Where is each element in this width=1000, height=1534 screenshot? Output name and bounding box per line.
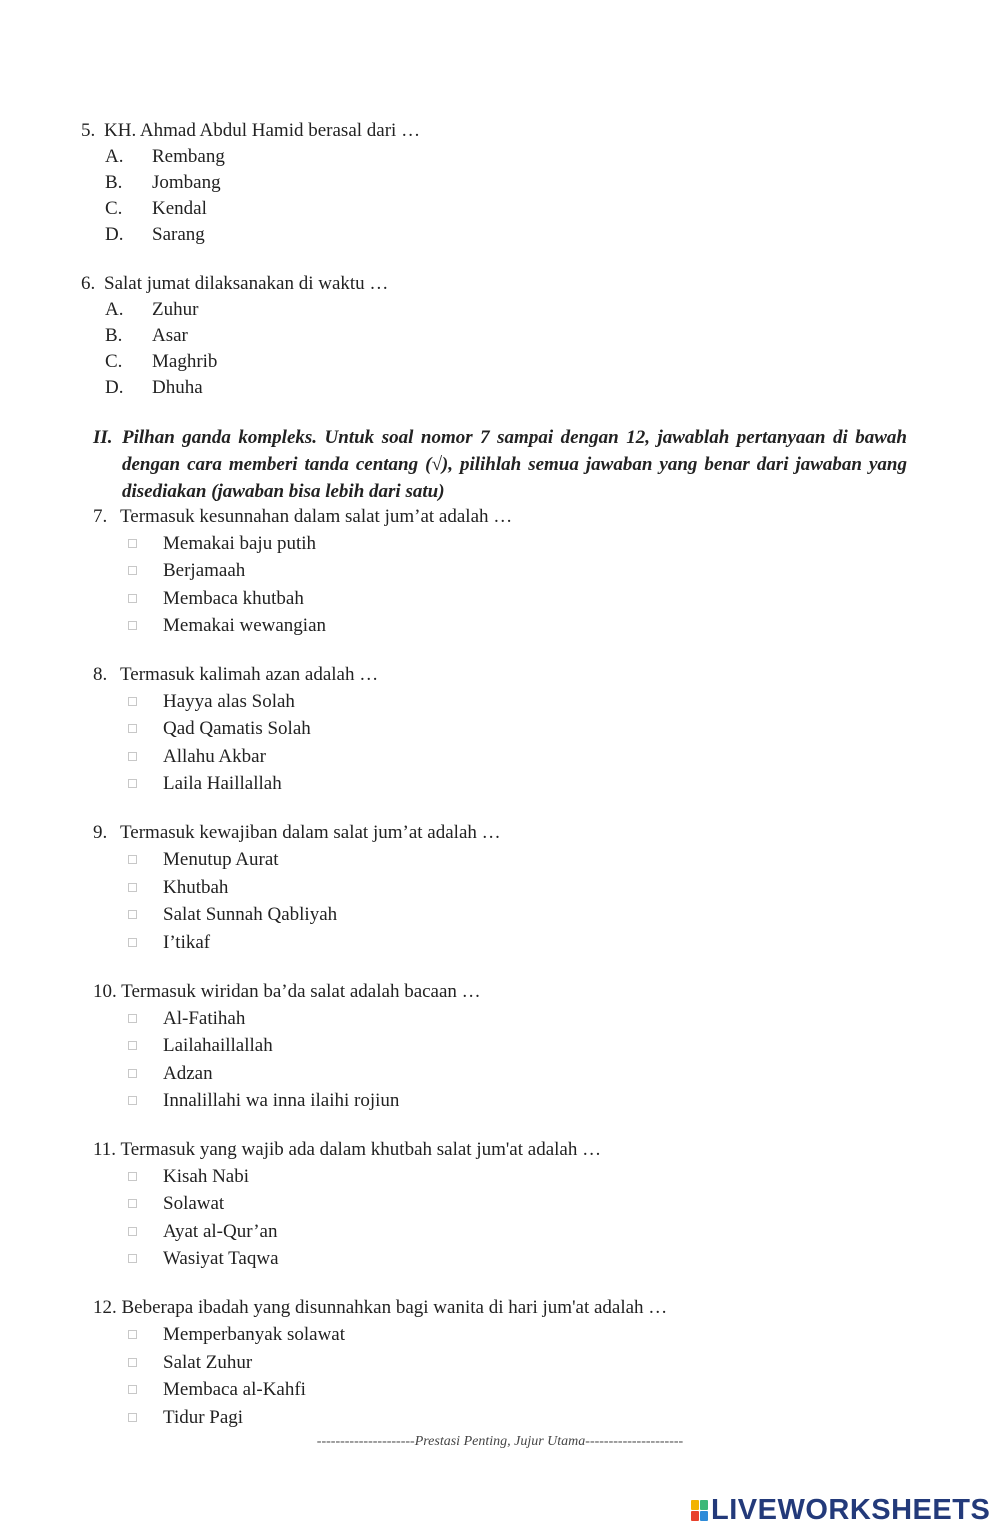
checkbox[interactable] [128,1330,137,1339]
question-number: 8. [93,664,108,685]
option-text: Sarang [152,224,205,245]
question-number: 6. [81,273,96,294]
checkbox[interactable] [128,1199,137,1208]
question-number: 5. [81,120,96,141]
section-number: II. [93,427,113,448]
question-text: Beberapa ibadah yang disunnahkan bagi wanita di hari jum'at adalah … [121,1297,668,1318]
logo-block [700,1511,708,1521]
checkbox[interactable] [128,1358,137,1367]
question-text: Salat jumat dilaksanakan di waktu … [104,273,389,294]
checkbox[interactable] [128,1041,137,1050]
question-number: 9. [93,822,108,843]
option-text: Lailahaillallah [163,1035,273,1056]
option-letter: C. [105,198,123,219]
checkbox[interactable] [128,1069,137,1078]
checkbox[interactable] [128,1227,137,1236]
question-number: 11. [93,1139,117,1160]
option-text: Memakai baju putih [163,533,317,554]
checkbox[interactable] [128,779,137,788]
option-text: Salat Zuhur [163,1352,253,1373]
question-6 [81,273,388,295]
logo-block [691,1500,699,1510]
option-letter: A. [105,146,124,167]
checkbox[interactable] [128,752,137,761]
question-number: 12. [93,1297,117,1318]
section-2-instruction [93,424,907,505]
option-text: Maghrib [152,351,218,372]
question-text: KH. Ahmad Abdul Hamid berasal dari … [104,120,421,141]
option-letter: D. [105,224,124,245]
option-text: Rembang [152,146,225,167]
checkbox[interactable] [128,910,137,919]
option-text: Adzan [163,1063,213,1084]
option-text: Tidur Pagi [163,1407,244,1428]
option-text: Hayya alas Solah [163,691,295,712]
option-text: I’tikaf [163,932,211,953]
option-text: Menutup Aurat [163,849,279,870]
question-number: 7. [93,506,108,527]
option-text: Memakai wewangian [163,615,327,636]
question-9 [93,822,501,844]
checkbox[interactable] [128,697,137,706]
question-7 [93,506,512,528]
option-letter: B. [105,172,123,193]
question-text: Termasuk wiridan ba’da salat adalah bacaan … [121,981,481,1002]
question-12 [93,1297,667,1319]
option-letter: B. [105,325,123,346]
question-text: Termasuk kalimah azan adalah … [120,664,379,685]
option-text: Dhuha [152,377,203,398]
option-text: Jombang [152,172,221,193]
option-text: Kendal [152,198,207,219]
option-text: Ayat al-Qur’an [163,1221,278,1242]
option-text: Al-Fatihah [163,1008,246,1029]
option-letter: A. [105,299,124,320]
option-text: Memperbanyak solawat [163,1324,346,1345]
option-text: Membaca al-Kahfi [163,1379,306,1400]
checkbox[interactable] [128,1172,137,1181]
question-8 [93,664,378,686]
option-text: Asar [152,325,188,346]
question-text: Termasuk kesunnahan dalam salat jum’at adalah … [120,506,513,527]
question-number: 10. [93,981,117,1002]
checkbox[interactable] [128,539,137,548]
checkbox[interactable] [128,724,137,733]
checkbox[interactable] [128,566,137,575]
checkbox[interactable] [128,1014,137,1023]
question-11 [93,1139,601,1161]
checkbox[interactable] [128,938,137,947]
option-text: Berjamaah [163,560,246,581]
option-text: Wasiyat Taqwa [163,1248,279,1269]
option-text: Laila Haillallah [163,773,282,794]
checkbox[interactable] [128,1413,137,1422]
option-text: Allahu Akbar [163,746,266,767]
checkbox[interactable] [128,1096,137,1105]
option-letter: C. [105,351,123,372]
option-text: Khutbah [163,877,229,898]
logo-block [700,1500,708,1510]
option-text: Solawat [163,1193,225,1214]
checkbox[interactable] [128,621,137,630]
logo-block [691,1511,699,1521]
question-text: Termasuk yang wajib ada dalam khutbah salat jum'at adalah … [120,1139,602,1160]
liveworksheets-logo [691,1494,990,1526]
logo-icon [691,1500,708,1521]
instruction-text: Pilhan ganda kompleks. Untuk soal nomor 7 sampai dengan 12, jawablah pertanyaan di bawah dengan cara memberi tanda centang (√), pilihlah semua jawaban yang benar dari jawaban yang disediakan (jawaban bisa lebih dari satu) [122,427,907,502]
option-text: Salat Sunnah Qabliyah [163,904,338,925]
checkbox[interactable] [128,883,137,892]
question-text: Termasuk kewajiban dalam salat jum’at adalah … [120,822,501,843]
page-footer: ---------------------Prestasi Penting, Jujur Utama--------------------- [316,1434,684,1449]
question-10 [93,981,481,1003]
option-text: Kisah Nabi [163,1166,250,1187]
option-text: Membaca khutbah [163,588,304,609]
checkbox[interactable] [128,855,137,864]
option-text: Qad Qamatis Solah [163,718,311,739]
option-letter: D. [105,377,124,398]
logo-text: LIVEWORKSHEETS [711,1493,991,1526]
question-5 [81,120,420,142]
checkbox[interactable] [128,594,137,603]
checkbox[interactable] [128,1254,137,1263]
checkbox[interactable] [128,1385,137,1394]
option-text: Innalillahi wa inna ilaihi rojiun [163,1090,400,1111]
option-text: Zuhur [152,299,199,320]
